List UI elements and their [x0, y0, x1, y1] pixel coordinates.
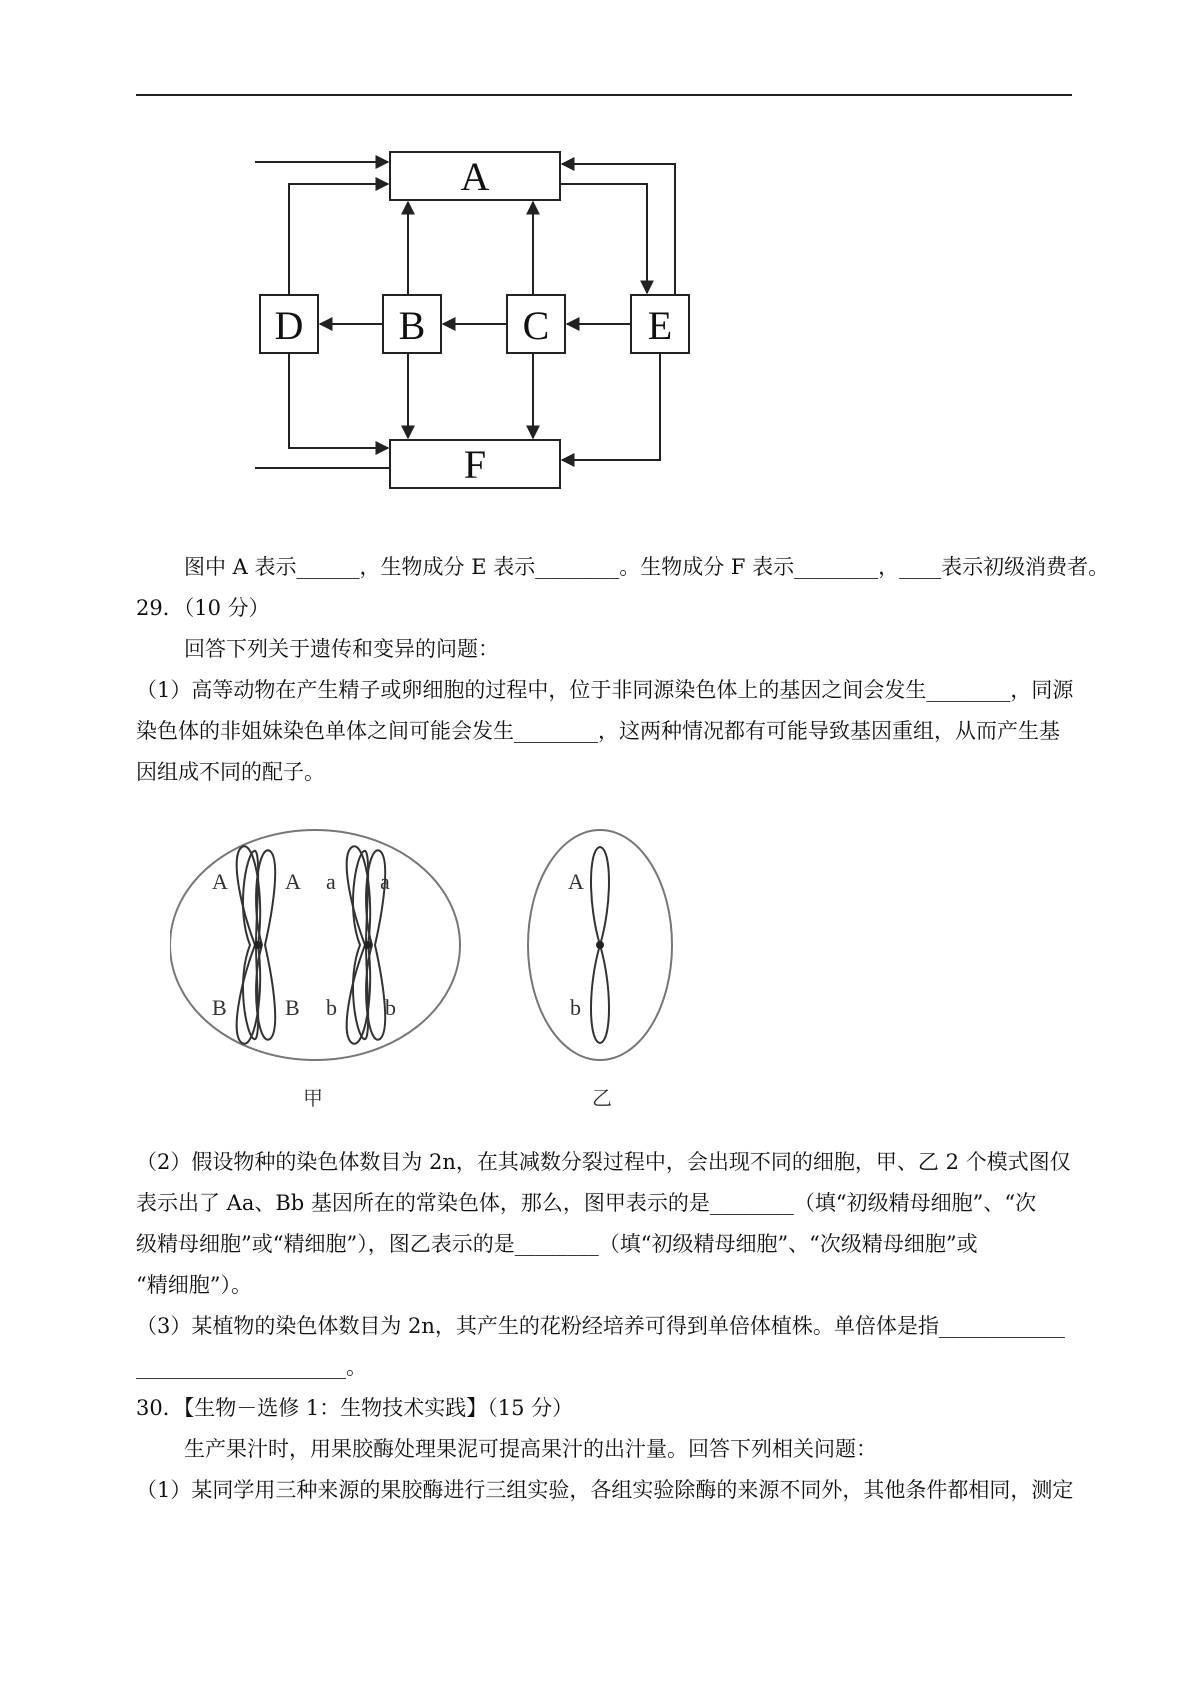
question-29-part1-line2: 染色体的非姐妹染色单体之间可能会发生________，这两种情况都有可能导致基因重组，从而产生基	[136, 719, 1060, 743]
node-b-label: B	[398, 303, 426, 348]
arrow-d-to-a	[289, 184, 388, 295]
question-29-part2-line2: 表示出了 Aa、Bb 基因所在的常染色体，那么，图甲表示的是________（填“初级精母细胞”、“次	[136, 1191, 1037, 1215]
question-29-part2-line1: （2）假设物种的染色体数目为 2n，在其减数分裂过程中，会出现不同的细胞，甲、乙 2 个模式图仅	[136, 1150, 1071, 1174]
arrow-d-to-f	[289, 353, 388, 448]
header-rule	[136, 94, 1072, 96]
gene-label: B	[212, 995, 227, 1020]
gene-label: b	[326, 995, 337, 1020]
question-29-part3-line1: （3）某植物的染色体数目为 2n，其产生的花粉经培养可得到单倍体植株。单倍体是指____________	[136, 1314, 1065, 1338]
cell-jia	[170, 830, 460, 1110]
question-29-part1-line1: （1）高等动物在产生精子或卵细胞的过程中，位于非同源染色体上的基因之间会发生________，同源	[136, 678, 1074, 702]
ecosystem-diagram	[255, 150, 705, 500]
question-29-part1-line3: 因组成不同的配子。	[136, 760, 325, 784]
cell-diagrams	[170, 825, 730, 1115]
question-29-part2-line4: “精细胞”）。	[136, 1273, 252, 1297]
arrow-a-to-e	[560, 184, 647, 293]
question-30-intro: 生产果汁时，用果胶酶处理果泥可提高果汁的出汁量。回答下列相关问题：	[184, 1437, 877, 1461]
gene-label: A	[285, 869, 301, 894]
centromere	[596, 941, 604, 949]
node-e-label: E	[647, 303, 673, 348]
caption-jia: 甲	[303, 1086, 323, 1110]
gene-label: b	[385, 995, 396, 1020]
gene-label: a	[326, 869, 336, 894]
question-30-header: 30．【生物－选修 1：生物技术实践】（15 分）	[136, 1396, 574, 1420]
gene-label: B	[285, 995, 300, 1020]
cell-yi	[528, 830, 672, 1110]
node-c-label: C	[522, 303, 550, 348]
gene-label: A	[568, 869, 584, 894]
question-30-part1-line1: （1）某同学用三种来源的果胶酶进行三组实验，各组实验除酶的来源不同外，其他条件都相同，测定	[136, 1478, 1074, 1502]
node-f-label: F	[463, 442, 487, 487]
centromere	[364, 941, 372, 949]
arrow-e-to-f	[562, 353, 660, 460]
diagram-question-line: 图中 A 表示______，生物成分 E 表示________。生物成分 F 表示________，____表示初级消费者。	[184, 555, 1110, 579]
question-29-part3-line2: ____________________。	[136, 1355, 367, 1379]
question-29-part2-line3: 级精母细胞”或“精细胞”），图乙表示的是________（填“初级精母细胞”、“次级精母细胞”或	[136, 1232, 978, 1256]
gene-label: a	[380, 869, 390, 894]
caption-yi: 乙	[592, 1086, 612, 1110]
node-a-label: A	[460, 154, 490, 199]
question-29-header: 29．（10 分）	[136, 596, 270, 620]
question-29-intro: 回答下列关于遗传和变异的问题：	[184, 637, 499, 661]
gene-label: b	[570, 995, 581, 1020]
gene-label: A	[212, 869, 228, 894]
centromere	[254, 941, 262, 949]
node-d-label: D	[274, 303, 304, 348]
